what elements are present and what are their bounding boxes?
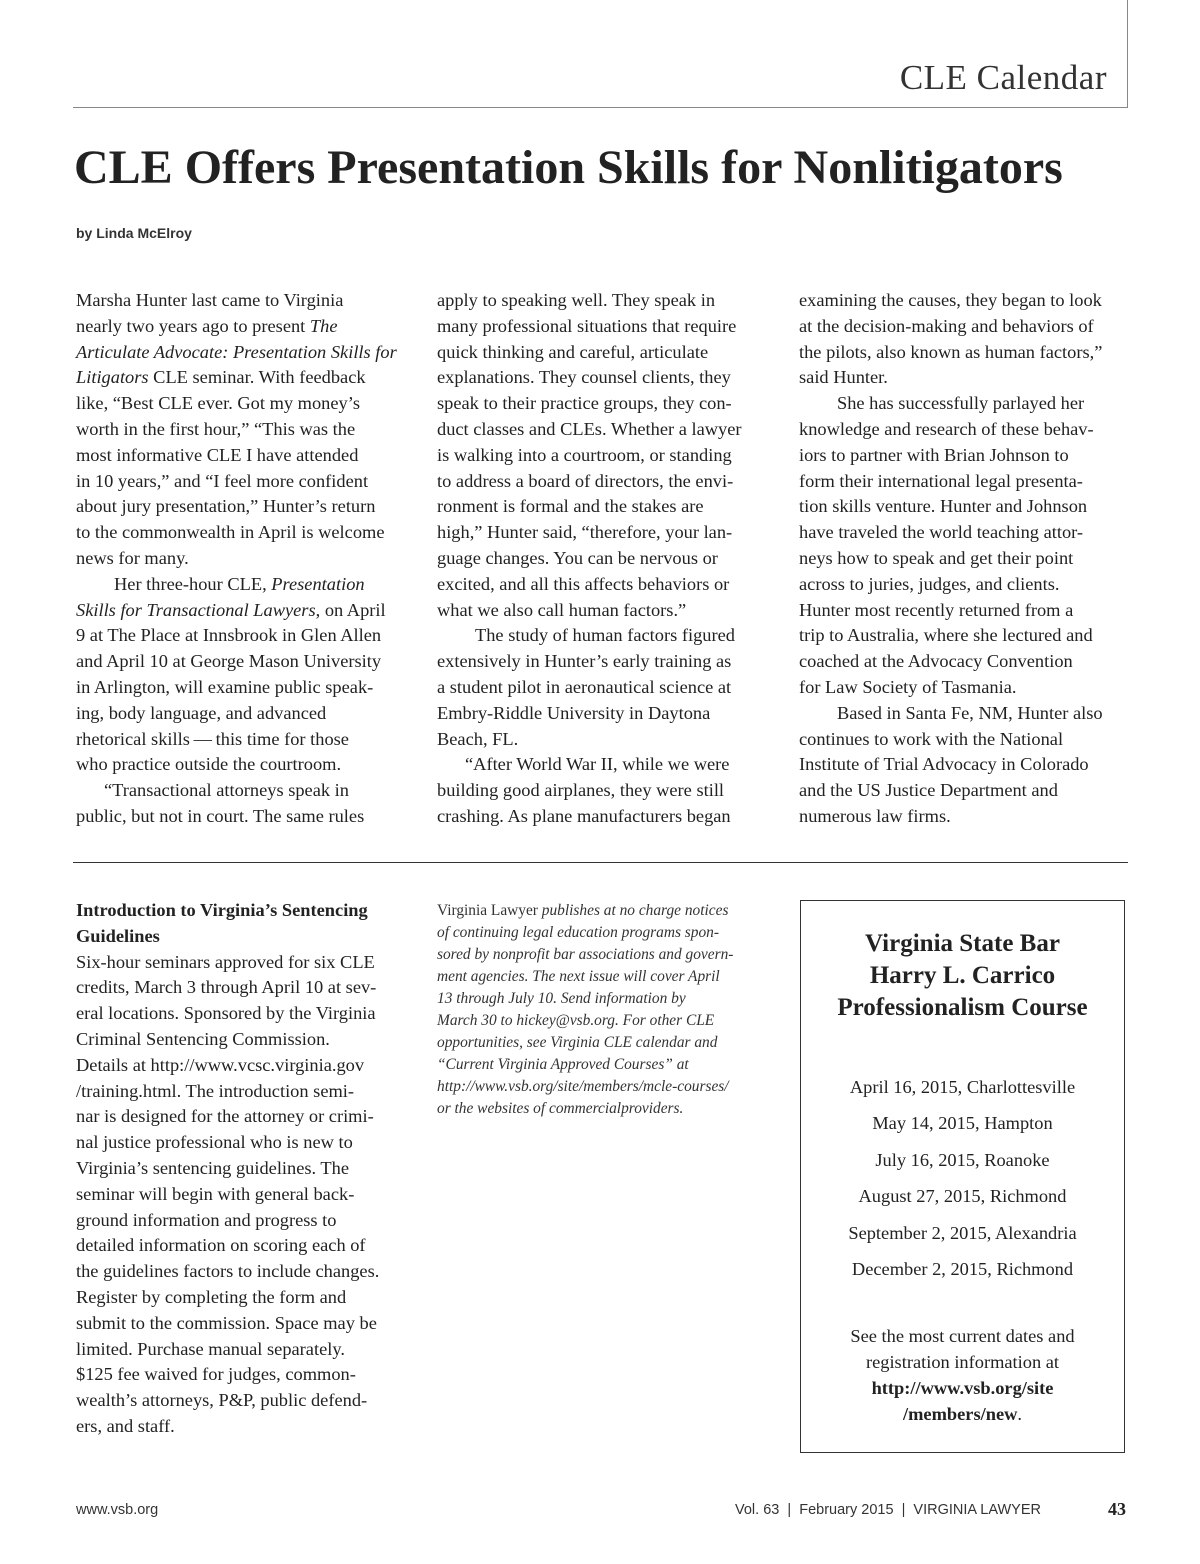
text-line: apply to speaking well. They speak in: [437, 290, 716, 310]
article-column-3: [799, 288, 1139, 830]
text-line: to address a board of directors, the envi-: [437, 470, 734, 491]
text-line: or the websites of commercialproviders.: [437, 1100, 684, 1117]
text-line: in Arlington, will examine public speak-: [76, 676, 374, 697]
text-line: Embry-Riddle University in Daytona: [437, 702, 711, 723]
text-line: in 10 years,” and “I feel more confident: [76, 470, 369, 491]
text-line: speak to their practice groups, they con-: [437, 393, 732, 414]
text-line: ing, body language, and advanced: [76, 702, 327, 723]
text-line: submit to the commission. Space may be: [76, 1312, 377, 1333]
text-line: and April 10 at George Mason University: [76, 651, 382, 672]
paragraph: [437, 752, 777, 829]
text-line: about jury presentation,” Hunter’s return: [76, 496, 376, 517]
course-date: May 14, 2015, Hampton: [872, 1113, 1053, 1134]
text-line: ground information and progress to: [76, 1209, 337, 1230]
text-line: public, but not in court. The same rules: [76, 805, 365, 826]
text-line: Harry L. Carrico: [869, 962, 1056, 989]
text-line: quick thinking and careful, articulate: [437, 341, 709, 362]
text-line: worth in the first hour,” “This was the: [76, 418, 356, 439]
text-line: have traveled the world teaching attor-: [799, 522, 1084, 543]
paragraph: [76, 572, 416, 778]
text-line: explanations. They counsel clients, they: [437, 367, 731, 388]
publication-notice: [437, 900, 777, 1120]
course-title-italic: The: [309, 315, 338, 336]
sentencing-guidelines-listing: [76, 898, 416, 1440]
text-line: $125 fee waived for judges, common-: [76, 1364, 356, 1385]
paragraph: [799, 288, 1139, 391]
text-line: nal justice professional who is new to: [76, 1132, 353, 1153]
article-column-2: [437, 288, 777, 830]
text-line: many professional situations that require: [437, 315, 737, 336]
listing-heading: [76, 898, 416, 950]
text-line: across to juries, judges, and clients.: [799, 573, 1060, 594]
text-line: Guidelines: [76, 925, 160, 946]
paragraph: [437, 623, 777, 752]
text-line: credits, March 3 through April 10 at sev-: [76, 977, 377, 998]
professionalism-course-box: [800, 900, 1125, 1453]
text-line: iors to partner with Brian Johnson to: [799, 444, 1069, 465]
text-line: detailed information on scoring each of: [76, 1235, 366, 1256]
header-rule: [73, 107, 1127, 108]
text-line: high,” Hunter said, “therefore, your lan-: [437, 522, 733, 543]
text-line: sored by nonprofit bar associations and govern-: [437, 946, 734, 963]
text-line: numerous law firms.: [799, 805, 951, 826]
registration-link[interactable]: http://www.vsb.org/site: [871, 1378, 1054, 1398]
course-dates-list: [801, 1069, 1124, 1287]
text-line: http://www.vsb.org/site/members/mcle-courses/: [437, 1078, 729, 1095]
text-line: news for many.: [76, 547, 189, 568]
text-line: registration information at: [865, 1352, 1060, 1372]
course-box-title: [801, 928, 1124, 1024]
text-line: “Transactional attorneys speak in: [104, 780, 349, 801]
article-column-1: [76, 288, 416, 830]
text-line: continues to work with the National: [799, 728, 1064, 749]
text-line: “After World War II, while we were: [465, 754, 730, 775]
text-line: extensively in Hunter’s early training as: [437, 651, 732, 672]
text-line: eral locations. Sponsored by the Virginia: [76, 1003, 376, 1024]
text-line: Beach, FL.: [437, 728, 519, 749]
text-line: excited, and all this affects behaviors or: [437, 573, 730, 594]
course-date: April 16, 2015, Charlottesville: [849, 1077, 1076, 1097]
text-line: nar is designed for the attorney or crimi-: [76, 1106, 374, 1127]
text-line: 13 through July 10. Send information by: [437, 990, 686, 1007]
byline: by Linda McElroy: [76, 225, 192, 241]
text-line: building good airplanes, they were still: [437, 780, 725, 801]
text-line: Six-hour seminars approved for six CLE: [76, 951, 375, 972]
text-line: Professionalism Course: [837, 994, 1088, 1021]
text-line: Virginia’s sentencing guidelines. The: [76, 1157, 350, 1178]
text-line: Litigators CLE seminar. With feedback: [76, 367, 366, 388]
text-line: to the commonwealth in April is welcome: [76, 522, 385, 543]
article-title: CLE Offers Presentation Skills for Nonlitigators: [74, 141, 1063, 194]
text-line: Introduction to Virginia’s Sentencing: [76, 900, 368, 920]
course-title-italic: Articulate Advocate: Presentation Skills for: [76, 341, 397, 362]
text-line: Institute of Trial Advocacy in Colorado: [799, 754, 1089, 775]
text-line: Details at http://www.vcsc.virginia.gov: [76, 1054, 365, 1075]
text-line: March 30 to hickey@vsb.org. For other CLE: [437, 1012, 715, 1029]
text-line: Skills for Transactional Lawyers, on April: [76, 599, 386, 620]
text-line: ment agencies. The next issue will cover April: [437, 968, 720, 985]
text-line: duct classes and CLEs. Whether a lawyer: [437, 418, 742, 439]
text-line: the guidelines factors to include changes.: [76, 1261, 380, 1282]
course-date: July 16, 2015, Roanoke: [875, 1149, 1050, 1170]
text-line: at the decision-making and behaviors of: [799, 315, 1094, 336]
text-line: Her three-hour CLE, Presentation: [114, 573, 365, 594]
text-line: form their international legal presenta-: [799, 470, 1083, 491]
text-line: most informative CLE I have attended: [76, 444, 359, 465]
text-line: neys how to speak and get their point: [799, 547, 1074, 568]
text-line: like, “Best CLE ever. Got my money’s: [76, 393, 360, 414]
text-line: who practice outside the courtroom.: [76, 754, 342, 775]
course-date: August 27, 2015, Richmond: [858, 1186, 1067, 1207]
text-line: nearly two years ago to present The: [76, 315, 338, 336]
section-divider: [73, 862, 1128, 863]
text-line: See the most current dates and: [850, 1326, 1075, 1346]
text-line: Virginia State Bar: [865, 930, 1060, 957]
header-vertical-rule: [1127, 0, 1128, 108]
text-line: seminar will begin with general back-: [76, 1183, 355, 1204]
text-line: guage changes. You can be nervous or: [437, 547, 718, 568]
listing-body: [76, 950, 416, 1440]
registration-link[interactable]: /members/new: [902, 1404, 1018, 1424]
paragraph: [76, 288, 416, 572]
text-line: The study of human factors figured: [475, 625, 735, 646]
paragraph: [799, 391, 1139, 701]
paragraph: [437, 288, 777, 623]
text-line: tion skills venture. Hunter and Johnson: [799, 496, 1088, 517]
footer-website[interactable]: www.vsb.org: [76, 1502, 159, 1518]
text-line: Virginia Lawyer publishes at no charge notices: [437, 902, 729, 919]
text-line: wealth’s attorneys, P&P, public defend-: [76, 1390, 368, 1411]
text-line: and the US Justice Department and: [799, 780, 1058, 801]
text-line: is walking into a courtroom, or standing: [437, 444, 732, 465]
text-line: knowledge and research of these behav-: [799, 418, 1094, 439]
publication-name: Virginia Lawyer: [437, 902, 538, 919]
text-line: a student pilot in aeronautical science at: [437, 676, 732, 697]
text-line: Hunter most recently returned from a: [799, 599, 1074, 620]
section-label: CLE Calendar: [899, 58, 1107, 97]
text-line: /members/new.: [902, 1404, 1022, 1424]
text-line: “Current Virginia Approved Courses” at: [437, 1056, 689, 1073]
text-line: 9 at The Place at Innsbrook in Glen Allen: [76, 625, 382, 646]
text-line: of continuing legal education programs spon-: [437, 924, 719, 941]
course-date: September 2, 2015, Alexandria: [848, 1222, 1077, 1243]
text-line: /training.html. The introduction semi-: [76, 1080, 355, 1101]
text-line: ronment is formal and the stakes are: [437, 496, 704, 517]
text-line: crashing. As plane manufacturers began: [437, 805, 731, 826]
text-line: coached at the Advocacy Convention: [799, 651, 1073, 672]
text-line: rhetorical skills — this time for those: [76, 728, 349, 749]
text-line: Based in Santa Fe, NM, Hunter also: [837, 702, 1103, 723]
text-line: what we also call human factors.”: [437, 599, 687, 620]
text-line: for Law Society of Tasmania.: [799, 676, 1017, 697]
text-line: Criminal Sentencing Commission.: [76, 1028, 330, 1049]
course-date: December 2, 2015, Richmond: [851, 1259, 1074, 1280]
page-number: 43: [1108, 1499, 1126, 1519]
text-line: said Hunter.: [799, 367, 888, 388]
text-line: opportunities, see Virginia CLE calendar and: [437, 1034, 718, 1051]
text-line: Register by completing the form and: [76, 1286, 347, 1307]
text-line: examining the causes, they began to look: [799, 290, 1102, 310]
paragraph: [799, 701, 1139, 830]
footer-issue-info: Vol. 63 | February 2015 | VIRGINIA LAWYER: [735, 1502, 1041, 1518]
text-line: She has successfully parlayed her: [837, 393, 1085, 414]
course-box-footer: [801, 1323, 1124, 1427]
text-line: ers, and staff.: [76, 1415, 175, 1436]
text-line: limited. Purchase manual separately.: [76, 1338, 345, 1359]
text-line: Marsha Hunter last came to Virginia: [76, 290, 344, 310]
text-line: the pilots, also known as human factors,”: [799, 341, 1103, 362]
paragraph: [76, 778, 416, 830]
text-line: trip to Australia, where she lectured and: [799, 625, 1093, 646]
